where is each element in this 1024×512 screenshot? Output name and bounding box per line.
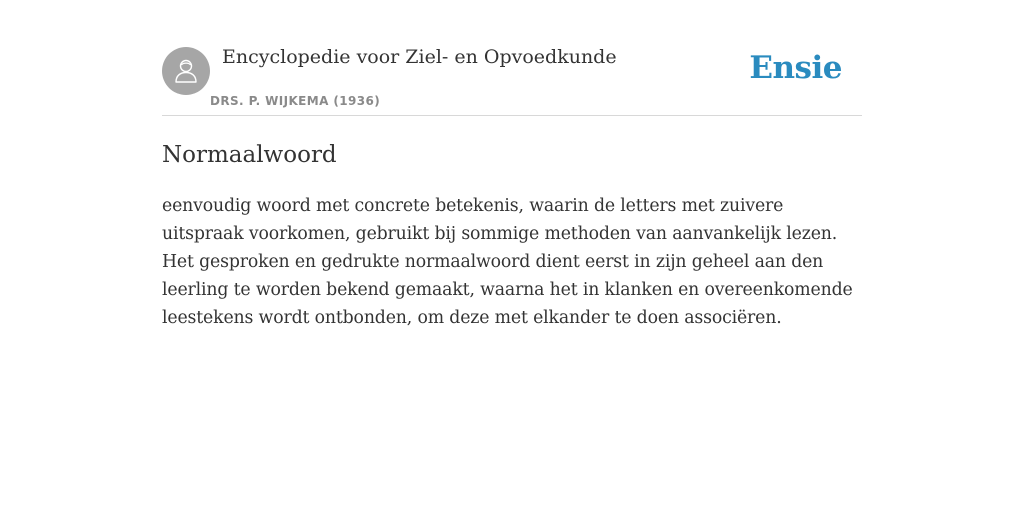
book-title-link[interactable]: Encyclopedie voor Ziel- en Opvoedkunde: [222, 46, 617, 68]
entry-header: [162, 40, 862, 116]
ensie-logo[interactable]: Ensie: [749, 50, 842, 86]
entry-title: Normaalwoord: [162, 142, 337, 168]
user-icon: [172, 57, 200, 85]
entry-definition: eenvoudig woord met concrete betekenis, waarin de letters met zuivere uitspraak voorkomen, gebruikt bij sommige methoden van aanvankelijk lezen. Het gesproken en gedrukte normaalwoord dient eerst in zijn geheel aan den leerling te worden bekend gemaakt, waarna het in klanken en overeenkomende leestekens wordt ontbonden, om deze met elkander te doen associëren.: [162, 196, 853, 328]
author-avatar[interactable]: [162, 47, 210, 95]
entry-card: [162, 40, 862, 332]
author-name[interactable]: DRS. P. WIJKEMA (1936): [210, 94, 381, 108]
